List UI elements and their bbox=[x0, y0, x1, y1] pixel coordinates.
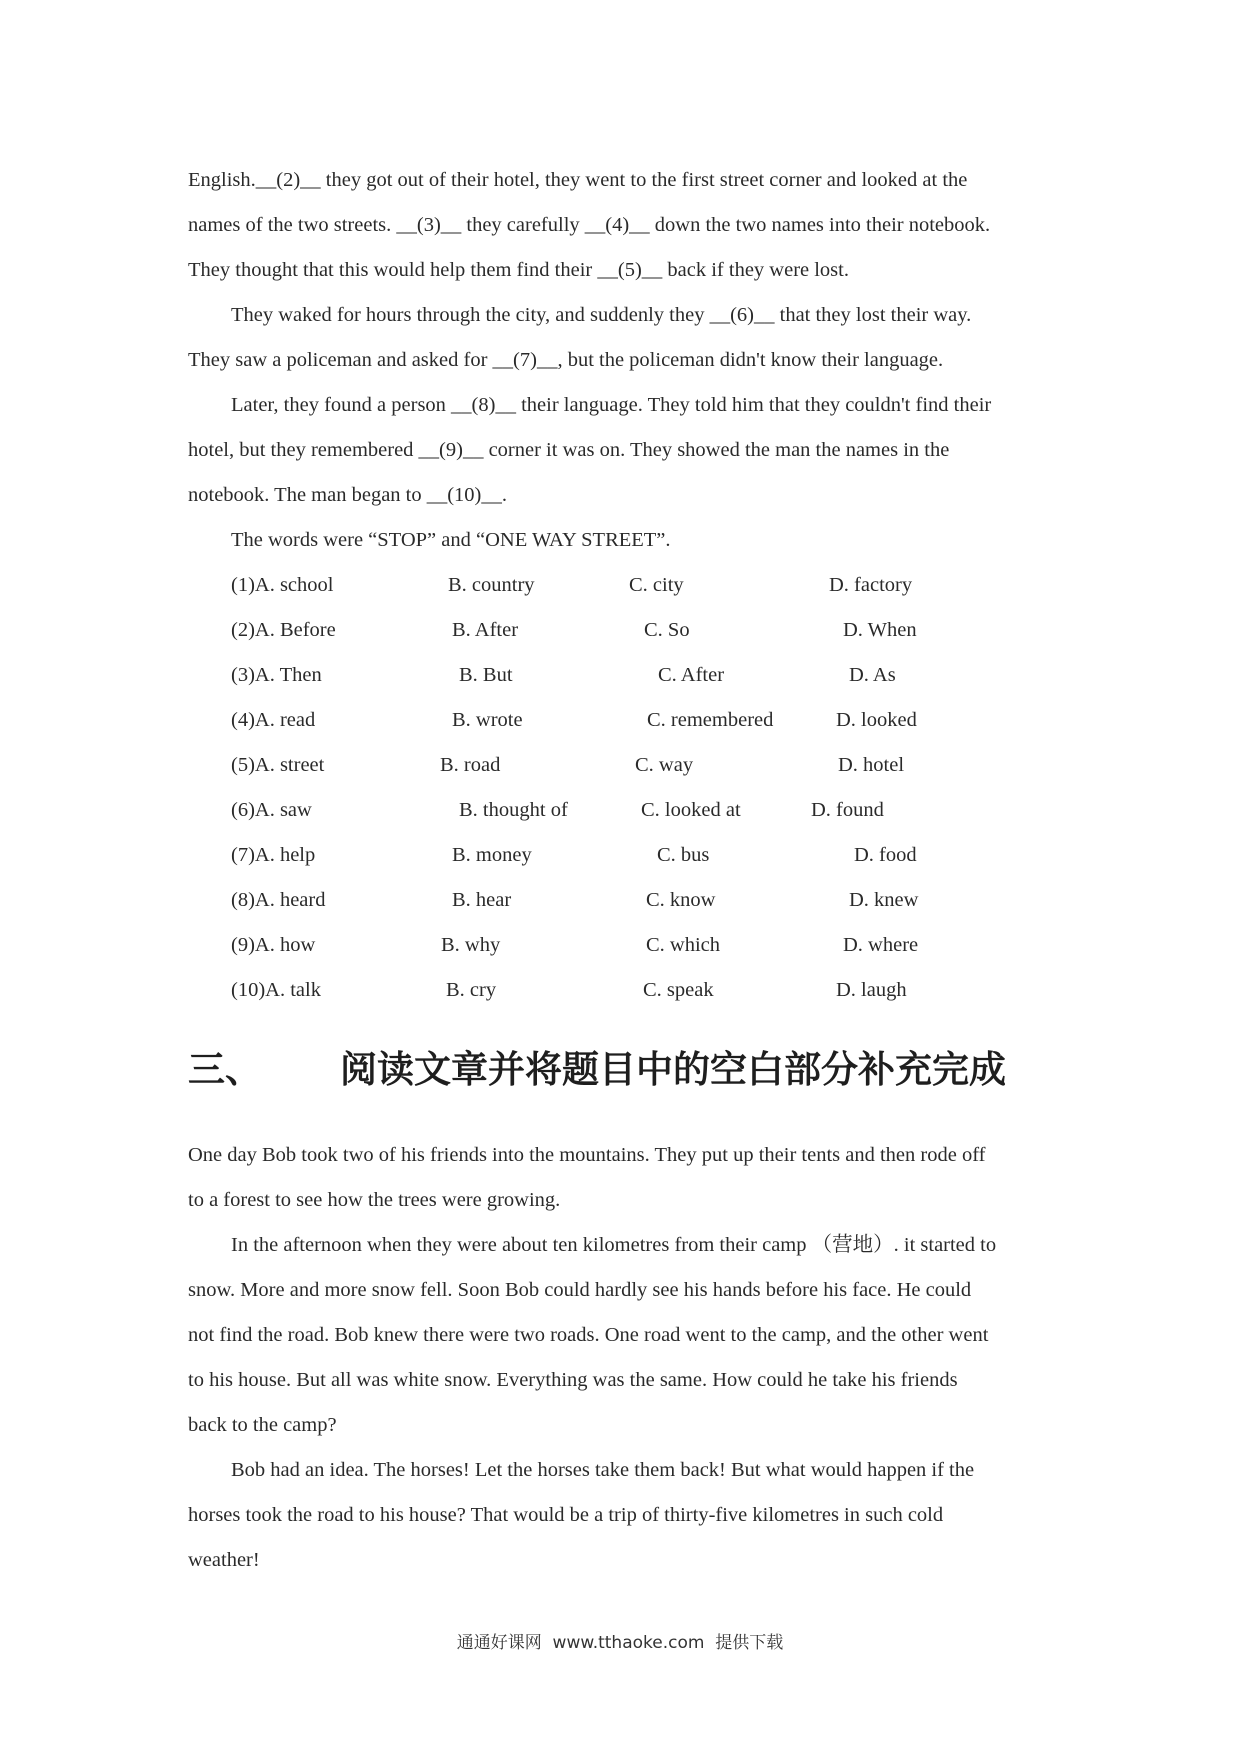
passage-line: notebook. The man began to __(10)__. bbox=[188, 484, 508, 506]
option-d: D. When bbox=[843, 619, 917, 641]
passage-line: They thought that this would help them find their __(5)__ back if they were lost. bbox=[188, 259, 849, 281]
passage-2 bbox=[188, 1133, 1068, 1583]
passage-line: hotel, but they remembered __(9)__ corner it was on. They showed the man the names in the bbox=[188, 439, 950, 461]
option-b: B. wrote bbox=[452, 709, 523, 731]
passage-line: English.__(2)__ they got out of their hotel, they went to the first street corner and looked at the bbox=[188, 169, 968, 191]
option-b: B. why bbox=[441, 934, 501, 956]
passage-line: The words were “STOP” and “ONE WAY STREET”. bbox=[231, 529, 671, 551]
passage-line: They saw a policeman and asked for __(7)__, but the policeman didn't know their language. bbox=[188, 349, 944, 371]
option-a: (8)A. heard bbox=[231, 889, 326, 911]
option-d: D. hotel bbox=[838, 754, 905, 776]
option-d: D. found bbox=[811, 799, 884, 821]
option-c: C. So bbox=[644, 619, 690, 641]
passage-line: back to the camp? bbox=[188, 1414, 337, 1436]
option-b: B. hear bbox=[452, 889, 512, 911]
option-a: (4)A. read bbox=[231, 709, 316, 731]
option-c: C. speak bbox=[643, 979, 714, 1001]
option-b: B. road bbox=[440, 754, 501, 776]
option-b: B. country bbox=[448, 574, 535, 596]
section-number: 三、 bbox=[188, 1048, 262, 1091]
passage-line: names of the two streets. __(3)__ they carefully __(4)__ down the two names into their notebook. bbox=[188, 214, 991, 236]
passage-line: to his house. But all was white snow. Everything was the same. How could he take his friends bbox=[188, 1369, 958, 1391]
option-b: B. cry bbox=[446, 979, 497, 1001]
passage-line: In the afternoon when they were about ten kilometres from their camp （营地）. it started to bbox=[231, 1234, 997, 1256]
option-c: C. way bbox=[635, 754, 694, 776]
option-a: (7)A. help bbox=[231, 844, 316, 866]
option-d: D. factory bbox=[829, 574, 913, 596]
passage-line: Bob had an idea. The horses! Let the horses take them back! But what would happen if the bbox=[231, 1459, 975, 1481]
passage-line: One day Bob took two of his friends into the mountains. They put up their tents and then rode off bbox=[188, 1144, 986, 1166]
option-d: D. where bbox=[843, 934, 919, 956]
passage-line: horses took the road to his house? That would be a trip of thirty-five kilometres in such cold bbox=[188, 1504, 944, 1526]
option-a: (3)A. Then bbox=[231, 664, 322, 686]
option-c: C. which bbox=[646, 934, 721, 956]
passage-line: to a forest to see how the trees were growing. bbox=[188, 1189, 561, 1211]
option-a: (1)A. school bbox=[231, 574, 334, 596]
option-a: (9)A. how bbox=[231, 934, 316, 956]
option-d: D. As bbox=[849, 664, 896, 686]
section-title: 阅读文章并将题目中的空白部分补充完成 bbox=[340, 1048, 1006, 1091]
option-d: D. knew bbox=[849, 889, 919, 911]
option-c: C. know bbox=[646, 889, 716, 911]
passage-line: Later, they found a person __(8)__ their language. They told him that they couldn't find their bbox=[231, 394, 992, 416]
passage-1 bbox=[188, 158, 1068, 563]
option-c: C. After bbox=[658, 664, 725, 686]
page-footer: 通通好课网 www.tthaoke.com 提供下载 bbox=[456, 1633, 784, 1653]
passage-line: not find the road. Bob knew there were two roads. One road went to the camp, and the other went bbox=[188, 1324, 989, 1346]
option-a: (10)A. talk bbox=[231, 979, 321, 1001]
passage-line: They waked for hours through the city, and suddenly they __(6)__ that they lost their way. bbox=[231, 304, 972, 326]
option-c: C. remembered bbox=[647, 709, 774, 731]
option-c: C. looked at bbox=[641, 799, 741, 821]
option-b: B. money bbox=[452, 844, 532, 866]
option-c: C. city bbox=[629, 574, 684, 596]
option-a: (6)A. saw bbox=[231, 799, 312, 821]
option-d: D. looked bbox=[836, 709, 917, 731]
option-d: D. food bbox=[854, 844, 917, 866]
option-b: B. But bbox=[459, 664, 513, 686]
passage-line: snow. More and more snow fell. Soon Bob could hardly see his hands before his face. He could bbox=[188, 1279, 972, 1301]
option-a: (2)A. Before bbox=[231, 619, 336, 641]
option-a: (5)A. street bbox=[231, 754, 325, 776]
passage-line: weather! bbox=[188, 1549, 260, 1571]
option-b: B. thought of bbox=[459, 799, 568, 821]
option-c: C. bus bbox=[657, 844, 710, 866]
option-b: B. After bbox=[452, 619, 519, 641]
option-d: D. laugh bbox=[836, 979, 907, 1001]
